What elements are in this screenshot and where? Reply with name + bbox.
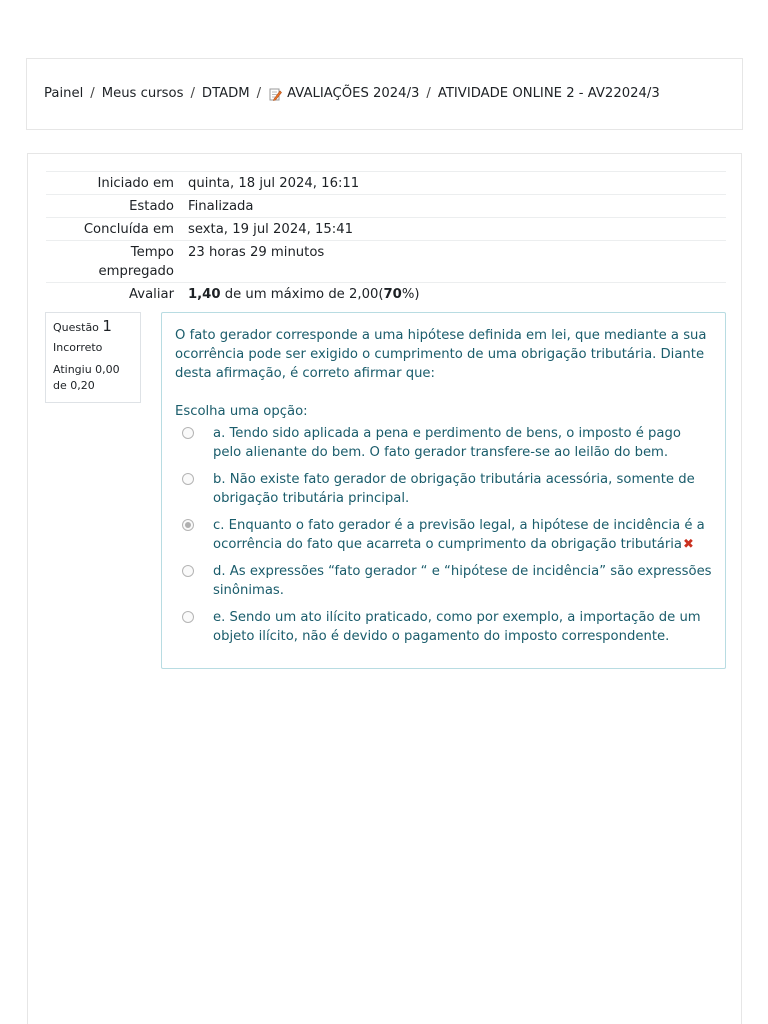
attempt-summary-table [46, 171, 726, 305]
breadcrumb-separator: / [256, 86, 262, 101]
answer-label-a: a. Tendo sido aplicada a pena e perdimento de bens, o imposto é pago pelo alienante do bem. O fato gerador transfere-se ao leilão do bem. [213, 426, 681, 460]
grade-label: Avaliar [46, 283, 181, 306]
answer-option-b [175, 470, 712, 508]
radio-d[interactable] [182, 565, 194, 577]
radio-a[interactable] [182, 427, 194, 439]
radio-b[interactable] [182, 473, 194, 485]
state-label: Estado [46, 195, 181, 218]
completed-value: sexta, 19 jul 2024, 15:41 [181, 218, 726, 241]
answer-option-a [175, 424, 712, 462]
breadcrumb-avaliacoes[interactable]: AVALIAÇÕES 2024/3 [287, 86, 420, 101]
answer-option-d [175, 562, 712, 600]
answer-label-b: b. Não existe fato gerador de obrigação tributária acessória, somente de obrigação tributária principal. [213, 472, 695, 506]
quiz-review-card [27, 153, 742, 1024]
incorrect-icon: ✖ [683, 537, 694, 552]
started-label: Iniciado em [46, 172, 181, 195]
radio-c[interactable] [182, 519, 194, 531]
question-state: Incorreto [53, 341, 103, 354]
breadcrumb-dtadm[interactable]: DTADM [201, 86, 250, 101]
breadcrumb-separator: / [190, 86, 195, 101]
breadcrumb [44, 86, 660, 101]
time-taken-value: 23 horas 29 minutos [181, 241, 726, 283]
breadcrumb-atividade[interactable]: ATIVIDADE ONLINE 2 - AV22024/3 [437, 86, 660, 101]
question-content [161, 312, 726, 669]
answer-prompt: Escolha uma opção: [175, 404, 308, 419]
answer-label-d: d. As expressões “fato gerador “ e “hipótese de incidência” são expressões sinônimas. [213, 564, 712, 598]
question-grade: Atingiu 0,00 de 0,20 [53, 363, 120, 392]
answer-option-e [175, 608, 712, 646]
breadcrumb-separator: / [426, 86, 431, 101]
question-info-box [45, 312, 141, 403]
time-taken-label: Tempo empregado [46, 241, 181, 283]
answer-label-e: e. Sendo um ato ilícito praticado, como por exemplo, a importação de um objeto ilícito, não é devido o pagamento do imposto correspondente. [213, 610, 701, 644]
radio-e[interactable] [182, 611, 194, 623]
breadcrumb-separator: / [90, 86, 95, 101]
grade-value: 1,40 de um máximo de 2,00(70%) [181, 283, 726, 306]
breadcrumb-meus-cursos[interactable]: Meus cursos [101, 86, 184, 101]
started-value: quinta, 18 jul 2024, 16:11 [181, 172, 726, 195]
assignment-edit-icon [268, 87, 282, 101]
breadcrumb-painel[interactable]: Painel [44, 86, 84, 101]
answer-label-c: c. Enquanto o fato gerador é a previsão legal, a hipótese de incidência é a ocorrência do fato que acarreta o cumprimento da obrigação tributária✖ [213, 518, 705, 552]
question-number: Questão 1 [53, 317, 112, 335]
question-text: O fato gerador corresponde a uma hipótese definida em lei, que mediante a sua ocorrência pode ser exigido o cumprimento de uma obrigação tributária. Diante desta afirmação, é correto afirmar que: [175, 328, 707, 381]
answer-option-c [175, 516, 712, 554]
breadcrumb-card [26, 58, 743, 130]
state-value: Finalizada [181, 195, 726, 218]
answer-list [175, 424, 712, 646]
completed-label: Concluída em [46, 218, 181, 241]
